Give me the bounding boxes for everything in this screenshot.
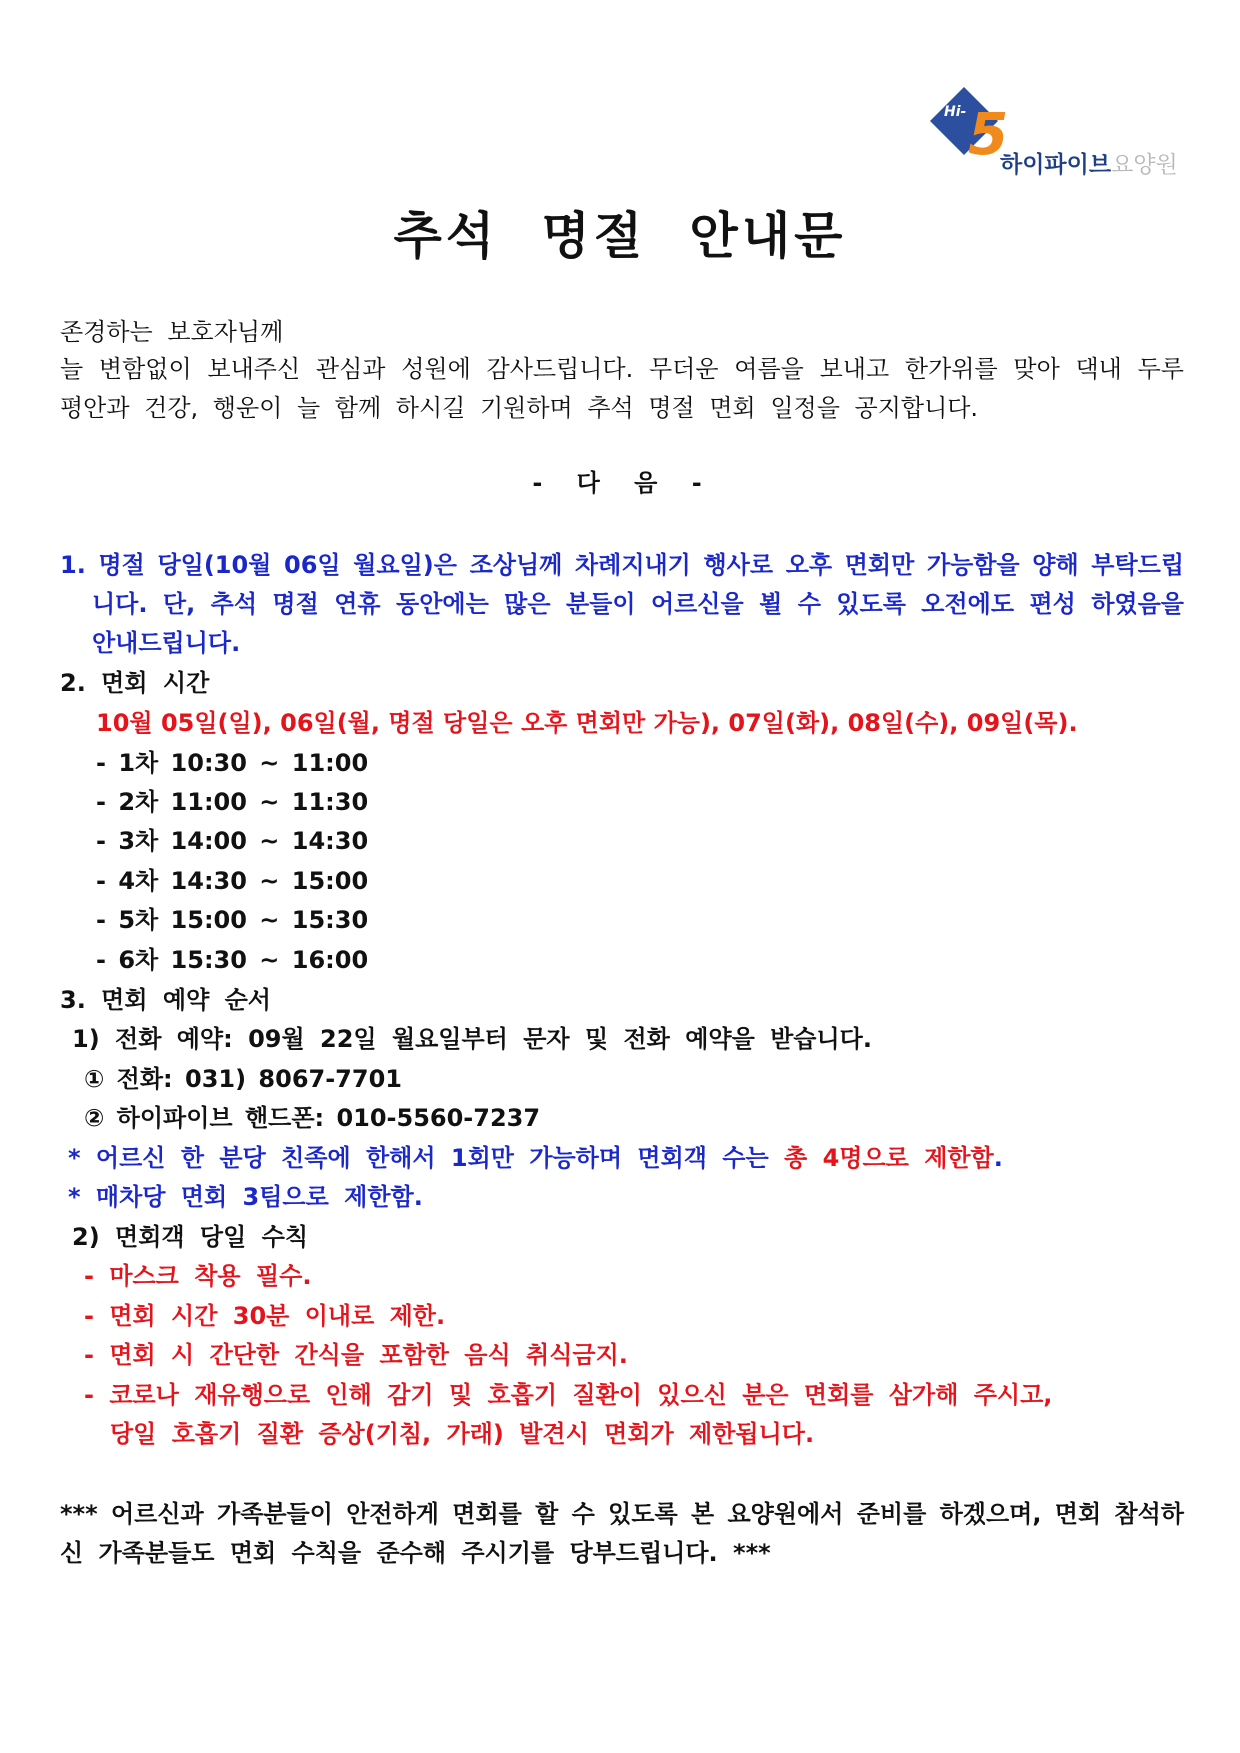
time-slot-1: - 1차 10:30 ~ 11:00 — [96, 749, 369, 777]
closing-line-1: *** 어르신과 가족분들이 안전하게 면회를 할 수 있도록 본 요양원에서 준비를 하겠으며, 면회 참석하 — [60, 1500, 1184, 1528]
section1-line-3: 안내드립니다. — [92, 629, 241, 657]
time-slot-5: - 5차 15:00 ~ 15:30 — [96, 906, 369, 934]
time-slot-4: - 4차 14:30 ~ 15:00 — [96, 867, 369, 895]
visitor-limit-note — [68, 1143, 1003, 1173]
logo-mark-number: 5 — [968, 100, 1009, 168]
visitor-limit-highlight: 총 4명으로 제한함 — [784, 1144, 994, 1172]
logo-name-sub: 요양원 — [1111, 152, 1178, 178]
closing-line-2: 신 가족분들도 면회 수칙을 준수해 주시기를 당부드립니다. *** — [60, 1539, 771, 1567]
rule-mask: - 마스크 착용 필수. — [84, 1262, 312, 1290]
visit-dates: 10월 05일(일), 06일(월, 명절 당일은 오후 면회만 가능), 07일(화), 08일(수), 09일(목). — [96, 709, 1078, 737]
visitor-limit-period: . — [993, 1144, 1003, 1172]
greeting: 존경하는 보호자님께 — [60, 318, 284, 346]
team-limit-note: * 매차당 면회 3팀으로 제한함. — [68, 1183, 423, 1211]
rule-illness: - 코로나 재유행으로 인해 감기 및 호흡기 질환이 있으신 분은 면회를 삼가해 주시고, — [84, 1381, 1053, 1409]
section1-line-2: 니다. 단, 추석 명절 연휴 동안에는 많은 분들이 어르신을 뵐 수 있도록 오전에도 편성 하였음을 — [92, 590, 1184, 618]
logo-mark-text: Hi- — [944, 104, 967, 120]
intro-line-2: 평안과 건강, 행운이 늘 함께 하시길 기원하며 추석 명절 면회 일정을 공지합니다. — [60, 394, 979, 422]
section1-line-1: 1. 명절 당일(10월 06일 월요일)은 조상님께 차례지내기 행사로 오후 면회만 가능함을 양해 부탁드립 — [60, 551, 1184, 579]
time-slot-3: - 3차 14:00 ~ 14:30 — [96, 827, 369, 855]
visitor-rules-heading: 2) 면회객 당일 수칙 — [72, 1223, 309, 1251]
time-slot-2: - 2차 11:00 ~ 11:30 — [96, 788, 369, 816]
logo-name-main: 하이파이브 — [1000, 152, 1112, 178]
rule-time-limit: - 면회 시간 30분 이내로 제한. — [84, 1302, 446, 1330]
logo-name — [1000, 146, 1178, 179]
page-title: 추석 명절 안내문 — [393, 206, 847, 265]
time-slot-6: - 6차 15:30 ~ 16:00 — [96, 946, 369, 974]
phone-number-1: ① 전화: 031) 8067-7701 — [84, 1065, 402, 1093]
section2-heading: 2. 면회 시간 — [60, 669, 210, 697]
intro-line-1: 늘 변함없이 보내주신 관심과 성원에 감사드립니다. 무더운 여름을 보내고 한가위를 맞아 댁내 두루 — [60, 355, 1184, 383]
visitor-limit-note-text: * 어르신 한 분당 친족에 한해서 1회만 가능하며 면회객 수는 — [68, 1144, 785, 1172]
section3-heading: 3. 면회 예약 순서 — [60, 986, 271, 1014]
divider-heading: - 다 음 - — [532, 469, 708, 497]
phone-number-2: ② 하이파이브 핸드폰: 010-5560-7237 — [84, 1104, 541, 1132]
rule-illness-continued: 당일 호흡기 질환 증상(기침, 가래) 발견시 면회가 제한됩니다. — [110, 1420, 815, 1448]
reservation-step-1: 1) 전화 예약: 09월 22일 월요일부터 문자 및 전화 예약을 받습니다. — [72, 1025, 872, 1053]
rule-no-food: - 면회 시 간단한 간식을 포함한 음식 취식금지. — [84, 1341, 628, 1369]
